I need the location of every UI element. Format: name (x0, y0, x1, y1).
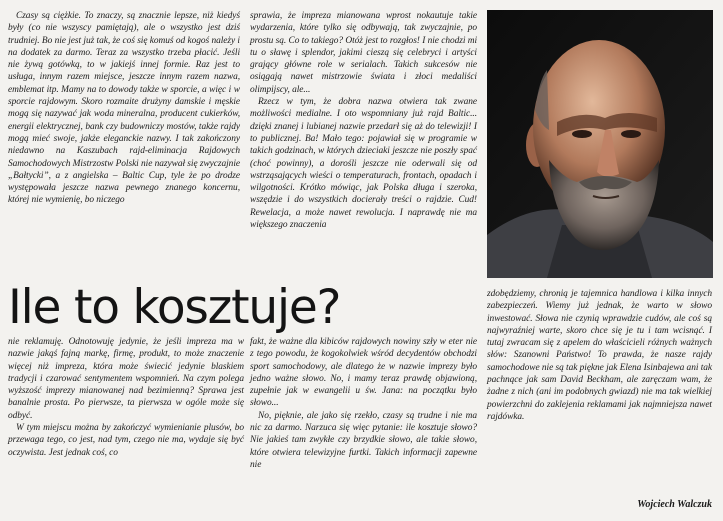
paragraph: W tym miejscu można by zakończyć wymienianie plusów, bo przewaga tego, co jest, nad tym, czego nie ma, wydaje się być oczywista. Jest jednak coś, co (8, 423, 244, 458)
paragraph: sprawia, że impreza mianowana wprost nokautuje takie wydarzenia, które tylko się odbywają, tak zwyczajnie, po prostu są. Co to takiego? Otóż jest to rozgłos! I nie chodzi mi tu o sławę i splendor, jakimi cieszą się celebryci i artyści grający główne role w serialach. Takich sukcesów nie osiągają nawet mistrzowie świata i złoci medaliści olimpijscy, ale... (250, 11, 477, 95)
bearded-man-portrait (487, 10, 713, 278)
article-column-3 (8, 336, 244, 459)
article-column-1 (8, 10, 240, 207)
paragraph: No, pięknie, ale jako się rzekło, czasy są trudne i nie ma nic za darmo. Narzuca się więc pytanie: ile kosztuje słowo? Nie jakieś tam zwykłe czy brzydkie słowo, ale takie słowo, które otwiera telewizyjne furtki. Takich informacji zapewne nie (250, 410, 477, 470)
author-photo (487, 10, 713, 278)
headline: Ile to kosztuje? (8, 280, 341, 335)
paragraph: fakt, że ważne dla kibiców rajdowych nowiny szły w eter nie z tego powodu, że kogokolwiek wśród decydentów obchodzi sport samochodowy, ale dlatego że w nazwie imprezy było jedno ważne słowo. No, i mamy teraz prawdę objawioną, zupełnie jak w ewangelii u św. Jana: na początku było słowo... (250, 337, 477, 409)
paragraph: zdobędziemy, chronią je tajemnica handlowa i kilka innych zabezpieczeń. Wiemy już jednak, że warto w słowo inwestować. Słowa nie czynią wprawdzie cudów, ale coś są najwyraźniej warte, skoro chce się je tu i tam wcisnąć. I tutaj zwracam się z apelem do właścicieli różnych ważnych słów: Szanowni Państwo! To prawda, że nasze rajdy samochodowe nie są tak piękne jak Elena Isinbajewa ani tak pachnące jak sam David Beckham, ale zaręczam wam, że żadne z nich (ani im podobnych gwiazd) nie ma tak wielkiej powierzchni do zaklejenia reklamami jak najmniejsza nawet rajdówka. (487, 289, 712, 422)
paragraph: nie reklamuję. Odnotowuję jedynie, że jeśli impreza ma w nazwie jakąś fajną markę, firmę, produkt, to może znaczenie więcej niż impreza, która może świecić jedynie blaskiem tradycji i czarować sentymentem wspomnień. Na czym polega wyższość imprezy mianowanej nad bezimienną? Sprawa jest banalnie prosta. Po pierwsze, ta pierwsza w ogóle może się odbyć. (8, 337, 244, 421)
article-column-4 (250, 336, 477, 471)
paragraph: Czasy są ciężkie. To znaczy, są znacznie lepsze, niż kiedyś były (co nie wszyscy pamiętają), ale o wszystko jest dziś trudniej. Bo nie jest już tak, że coś się komuś od kogoś należy i na dodatek za darmo. Teraz za wszystko trzeba płacić. Jeśli nie żywą gotówką, to w jakiejś innej formie. Raz jest to usługa, innym razem miejsce, jeszcze innym razem nazwa, emblemat itp. Mamy na to dowody także w sporcie, a więc i w sporcie rajdowym. Skoro rozmaite drużyny damskie i męskie mogą się nazywać jak woda mineralna, producent cukierków, energii elektrycznej, bank czy budowniczy mostów, także rajdy mogą mieć swoje, jakże eleganckie nazwy. I tak zakończony niedawno na Kaszubach rajd-eliminacja Rajdowych Samochodowych Mistrzostw Polski nie nazywał się zwyczajnie „Bałtycki”, a z angielska – Baltic Cup, tyle że po drodze występowała jeszcze nazwa pewnego znanego koncernu, której nie wymienię, bo niczego (8, 11, 240, 206)
paragraph: Rzecz w tym, że dobra nazwa otwiera tak zwane możliwości medialne. I oto wspomniany już rajd Baltic... dzięki znanej i lubianej nazwie przedarł się aż do telewizji! I to publicznej. Ba! Mało tego: pojawiał się w programie w takich godzinach, w których dzieciaki jeszcze nie poszły spać (choć powinny), a dorośli jeszcze nie oderwali się od wstrząsających wieści o temperaturach, frontach, opadach i wilgotności. Krótko mówiąc, jak Polska długa i szeroka, wszędzie i do wszystkich docierały treści o rajdzie. Cud! Rewelacja, a może nawet rewolucja. I naprawdę nie ma większego znaczenia (250, 97, 477, 231)
author-byline: Wojciech Walczuk (637, 499, 712, 510)
article-column-2 (250, 10, 477, 231)
article-column-5 (487, 288, 712, 423)
